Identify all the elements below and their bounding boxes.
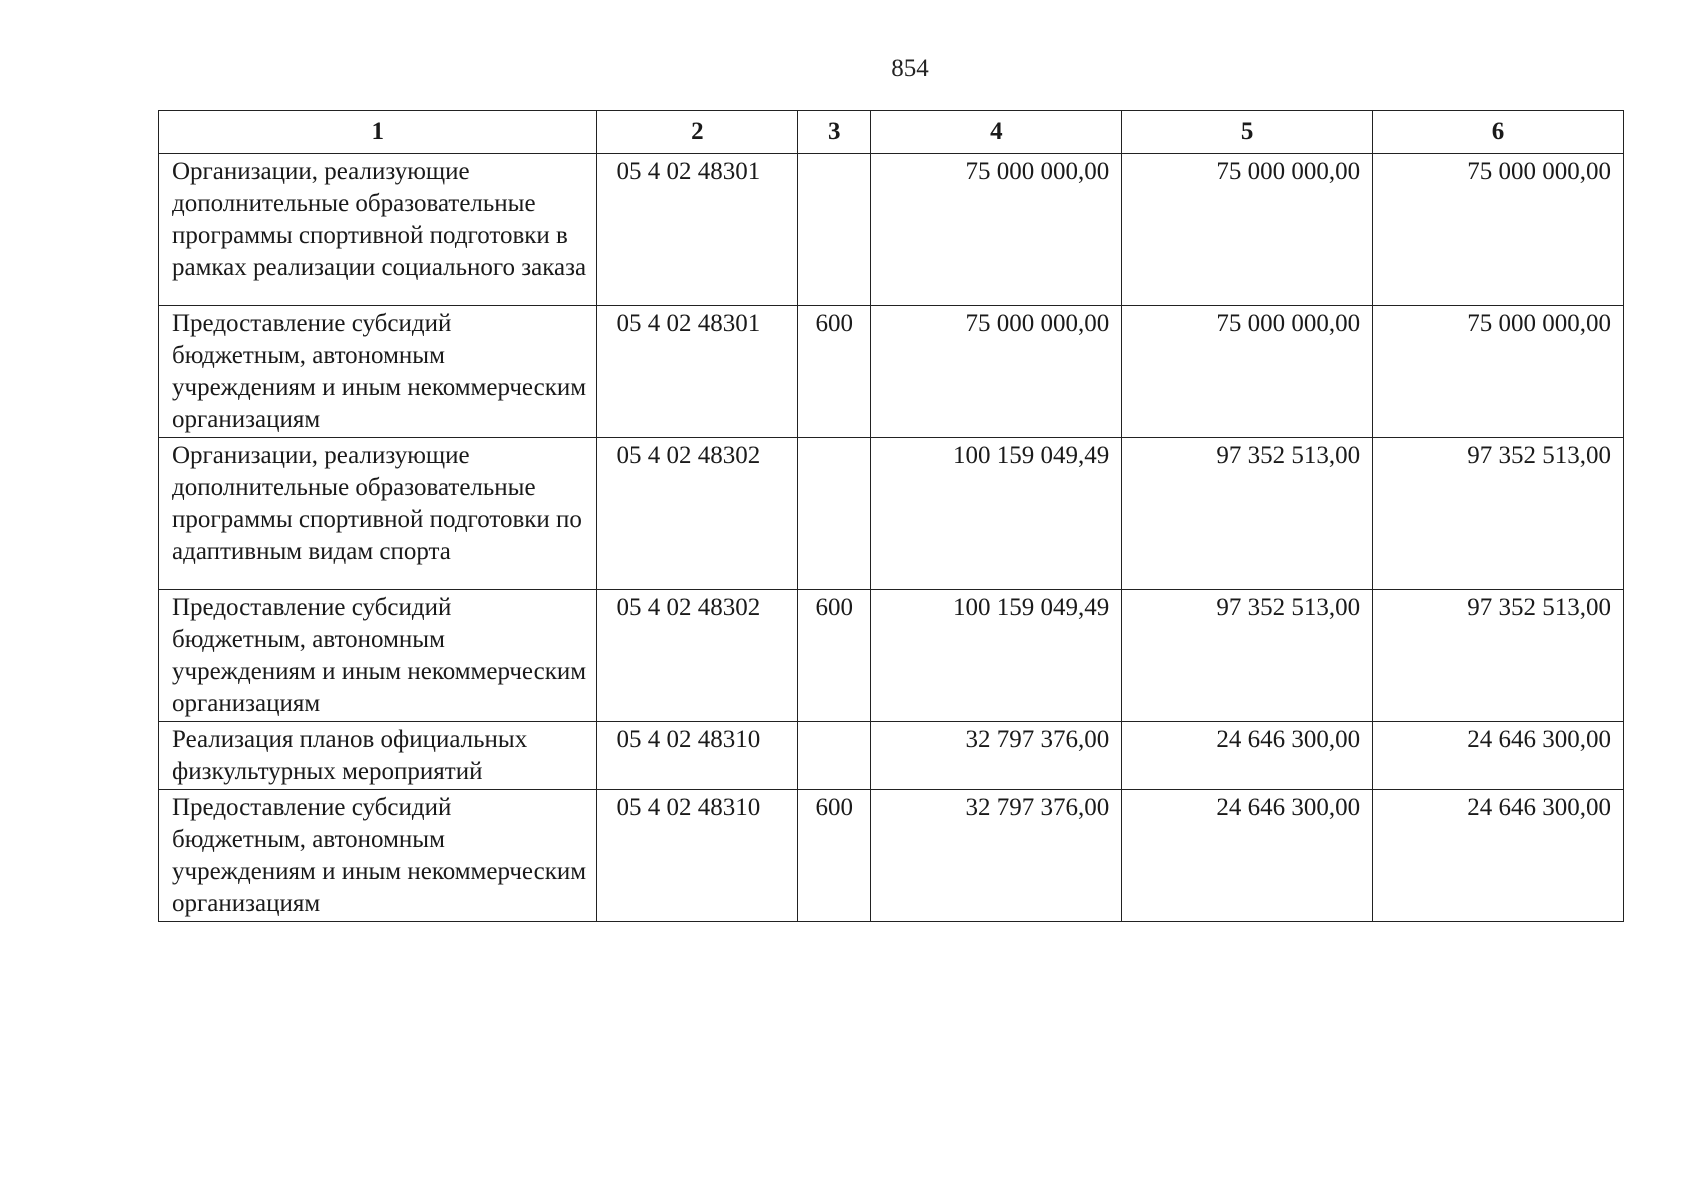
- row-name: Организации, реализующие дополнительные образовательные программы спортивной подготовки в рамках реализации социального заказа: [159, 154, 597, 306]
- row-sum-col6: 97 352 513,00: [1373, 590, 1624, 722]
- header-col-6: 6: [1373, 111, 1624, 154]
- row-sum-col4: 32 797 376,00: [871, 722, 1122, 790]
- row-sum-col4: 32 797 376,00: [871, 790, 1122, 922]
- table-row: [159, 154, 1624, 306]
- row-code: 05 4 02 48310: [597, 790, 798, 922]
- row-name: Предоставление субсидий бюджетным, автономным учреждениям и иным некоммерческим организациям: [159, 590, 597, 722]
- row-sum-col4: 75 000 000,00: [871, 306, 1122, 438]
- row-sum-col6: 75 000 000,00: [1373, 306, 1624, 438]
- row-sum-col6: 24 646 300,00: [1373, 790, 1624, 922]
- table-row: [159, 438, 1624, 590]
- row-sum-col6: 97 352 513,00: [1373, 438, 1624, 590]
- header-col-2: 2: [597, 111, 798, 154]
- row-sum-col4: 75 000 000,00: [871, 154, 1122, 306]
- row-sum-col5: 75 000 000,00: [1122, 306, 1373, 438]
- row-type: [798, 438, 871, 590]
- header-col-3: 3: [798, 111, 871, 154]
- table-header-row: [159, 111, 1624, 154]
- row-sum-col6: 75 000 000,00: [1373, 154, 1624, 306]
- row-sum-col5: 24 646 300,00: [1122, 722, 1373, 790]
- table-row: [159, 790, 1624, 922]
- header-col-1: 1: [159, 111, 597, 154]
- row-sum-col5: 97 352 513,00: [1122, 590, 1373, 722]
- row-code: 05 4 02 48302: [597, 590, 798, 722]
- row-name: Предоставление субсидий бюджетным, автономным учреждениям и иным некоммерческим организациям: [159, 790, 597, 922]
- row-sum-col5: 24 646 300,00: [1122, 790, 1373, 922]
- row-code: 05 4 02 48302: [597, 438, 798, 590]
- page-number: 854: [891, 55, 929, 82]
- row-name: Реализация планов официальных физкультурных мероприятий: [159, 722, 597, 790]
- row-code: 05 4 02 48310: [597, 722, 798, 790]
- table-row: [159, 722, 1624, 790]
- table-row: [159, 306, 1624, 438]
- row-type: 600: [798, 790, 871, 922]
- row-type: 600: [798, 590, 871, 722]
- row-sum-col5: 75 000 000,00: [1122, 154, 1373, 306]
- row-sum-col5: 97 352 513,00: [1122, 438, 1373, 590]
- header-col-4: 4: [871, 111, 1122, 154]
- row-sum-col6: 24 646 300,00: [1373, 722, 1624, 790]
- row-type: [798, 154, 871, 306]
- row-sum-col4: 100 159 049,49: [871, 438, 1122, 590]
- row-name: Организации, реализующие дополнительные образовательные программы спортивной подготовки по адаптивным видам спорта: [159, 438, 597, 590]
- row-name: Предоставление субсидий бюджетным, автономным учреждениям и иным некоммерческим организациям: [159, 306, 597, 438]
- row-code: 05 4 02 48301: [597, 154, 798, 306]
- row-type: 600: [798, 306, 871, 438]
- row-sum-col4: 100 159 049,49: [871, 590, 1122, 722]
- budget-table: [158, 110, 1624, 922]
- header-col-5: 5: [1122, 111, 1373, 154]
- row-type: [798, 722, 871, 790]
- table-row: [159, 590, 1624, 722]
- row-code: 05 4 02 48301: [597, 306, 798, 438]
